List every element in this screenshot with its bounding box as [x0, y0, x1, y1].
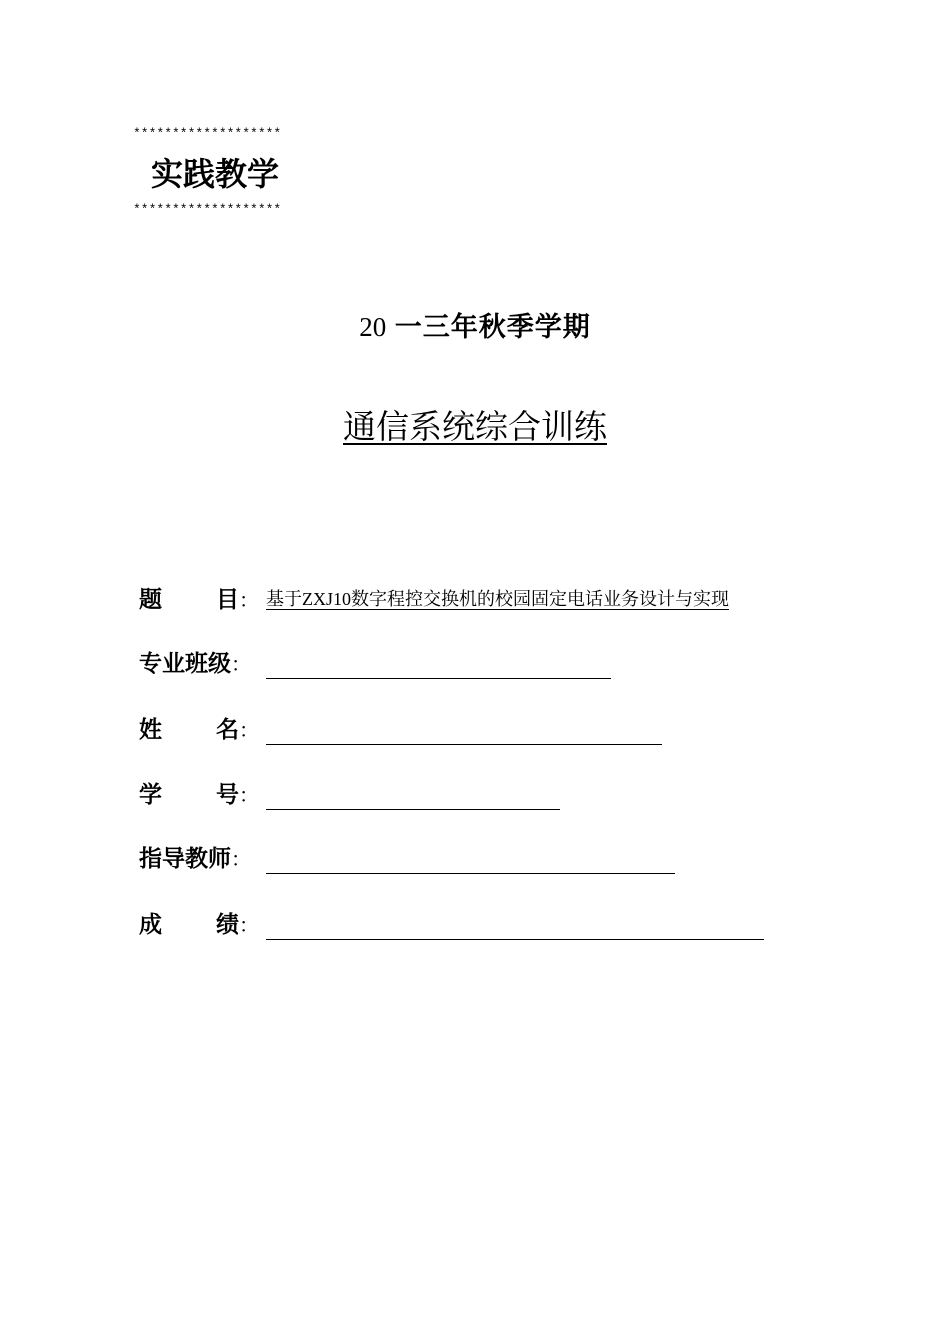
label-char: 名	[216, 717, 239, 743]
label-text: 专业班级	[139, 651, 231, 677]
label-text: 指导教师	[139, 846, 231, 872]
field-student-id-input[interactable]	[266, 779, 560, 810]
field-grade-label	[139, 909, 267, 941]
label-colon: ：	[239, 588, 259, 612]
field-name-label	[139, 714, 267, 746]
label-char: 号	[216, 782, 239, 808]
course-title	[0, 404, 950, 450]
stars-top-decoration: *******************	[133, 126, 282, 141]
label-colon: ：	[231, 652, 251, 676]
field-topic-value[interactable]: 基于ZXJ10数字程控交换机的校园固定电话业务设计与实现	[266, 589, 729, 609]
label-colon: ：	[239, 718, 259, 742]
label-char: 目	[216, 587, 239, 613]
label-colon: ：	[239, 913, 259, 937]
label-colon: ：	[239, 783, 259, 807]
label-char: 学	[139, 782, 162, 808]
course-title-text: 通信系统综合训练	[343, 407, 607, 446]
field-advisor-input[interactable]	[266, 843, 675, 874]
semester-heading	[0, 309, 950, 346]
field-topic-label	[139, 584, 267, 616]
field-advisor-label	[139, 843, 267, 875]
field-major-class-input[interactable]	[266, 648, 611, 679]
label-char: 题	[139, 587, 162, 613]
stars-bottom-decoration: *******************	[133, 202, 282, 217]
label-char: 绩	[216, 912, 239, 938]
label-colon: ：	[231, 847, 251, 871]
semester-year-number: 20	[359, 312, 387, 342]
label-char: 姓	[139, 717, 162, 743]
field-major-class-label	[139, 648, 267, 680]
field-student-id-label	[139, 779, 267, 811]
field-grade-input[interactable]	[266, 909, 764, 940]
field-name-input[interactable]	[266, 714, 662, 745]
practice-teaching-title: 实践教学	[151, 155, 280, 193]
semester-year-text: 一三年秋季学期	[394, 312, 591, 343]
label-char: 成	[139, 912, 162, 938]
